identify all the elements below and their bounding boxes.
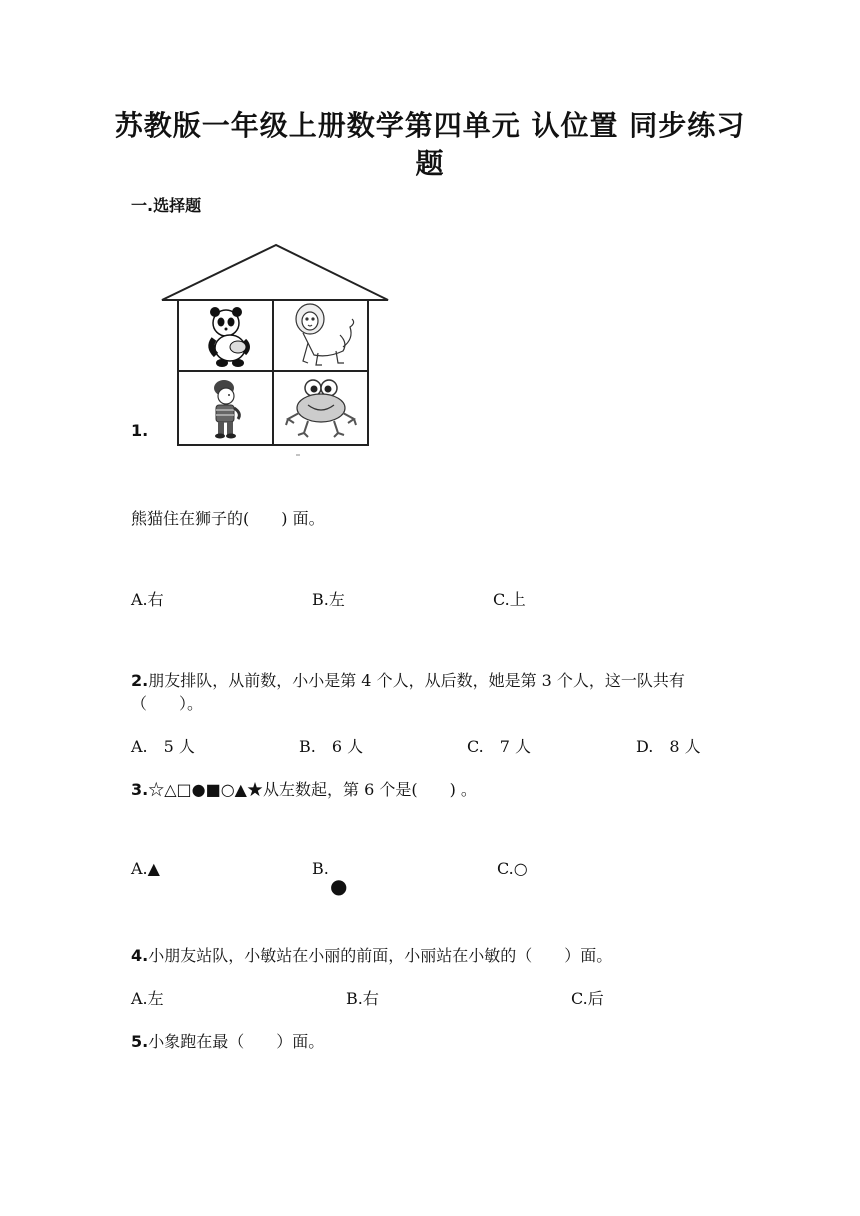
question-2-line2: （ ）。 bbox=[131, 694, 204, 713]
question-3-option-c[interactable]: C.○ bbox=[497, 859, 528, 878]
question-2-line1 bbox=[131, 668, 685, 691]
section-heading: 一.选择题 bbox=[131, 196, 202, 215]
question-4-number: 4. bbox=[131, 946, 149, 965]
question-1-text: 熊猫住在狮子的( ) 面。 bbox=[131, 509, 325, 528]
question-4-line bbox=[131, 943, 612, 966]
house-roof bbox=[162, 245, 388, 300]
question-3-line bbox=[131, 777, 477, 800]
frog-icon bbox=[286, 380, 356, 437]
question-1-option-a[interactable]: A.右 bbox=[131, 590, 164, 609]
lion-icon bbox=[296, 304, 354, 365]
question-5-text: 小象跑在最（ ）面。 bbox=[148, 1032, 325, 1051]
question-3-option-b[interactable]: B. bbox=[312, 859, 329, 878]
boy-icon bbox=[214, 380, 239, 439]
question-1-option-b[interactable]: B.左 bbox=[312, 590, 345, 609]
page-title-line2: 题 bbox=[415, 147, 445, 180]
question-3-option-b-symbol: ● bbox=[330, 874, 348, 898]
question-4-text: 小朋友站队，小敏站在小丽的前面，小丽站在小敏的（ ）面。 bbox=[148, 946, 613, 965]
question-3-number: 3. bbox=[131, 780, 149, 799]
question-1-number: 1. bbox=[131, 421, 149, 440]
question-3-text: ☆△□●■○▲★从左数起，第 6 个是( ) 。 bbox=[148, 780, 477, 799]
question-4-option-c[interactable]: C.后 bbox=[571, 989, 604, 1008]
question-2-option-c[interactable]: C. 7 人 bbox=[467, 737, 532, 756]
question-2-option-d[interactable]: D. 8 人 bbox=[636, 737, 701, 756]
question-1-option-c[interactable]: C.上 bbox=[493, 590, 526, 609]
panda-icon bbox=[210, 307, 247, 367]
question-4-option-a[interactable]: A.左 bbox=[131, 989, 164, 1008]
question-1-house-figure bbox=[158, 243, 393, 462]
question-5-line bbox=[131, 1029, 324, 1052]
page-title-line1: 苏教版一年级上册数学第四单元 认位置 同步练习 bbox=[114, 109, 746, 142]
question-5-number: 5. bbox=[131, 1032, 149, 1051]
question-2-option-b[interactable]: B. 6 人 bbox=[299, 737, 364, 756]
question-2-text: 朋友排队，从前数，小小是第 4 个人，从后数，她是第 3 个人，这一队共有 bbox=[148, 671, 685, 690]
question-3-option-a[interactable]: A.▲ bbox=[131, 859, 160, 878]
question-2-option-a[interactable]: A. 5 人 bbox=[131, 737, 195, 756]
question-2-number: 2. bbox=[131, 671, 149, 690]
question-4-option-b[interactable]: B.右 bbox=[346, 989, 379, 1008]
